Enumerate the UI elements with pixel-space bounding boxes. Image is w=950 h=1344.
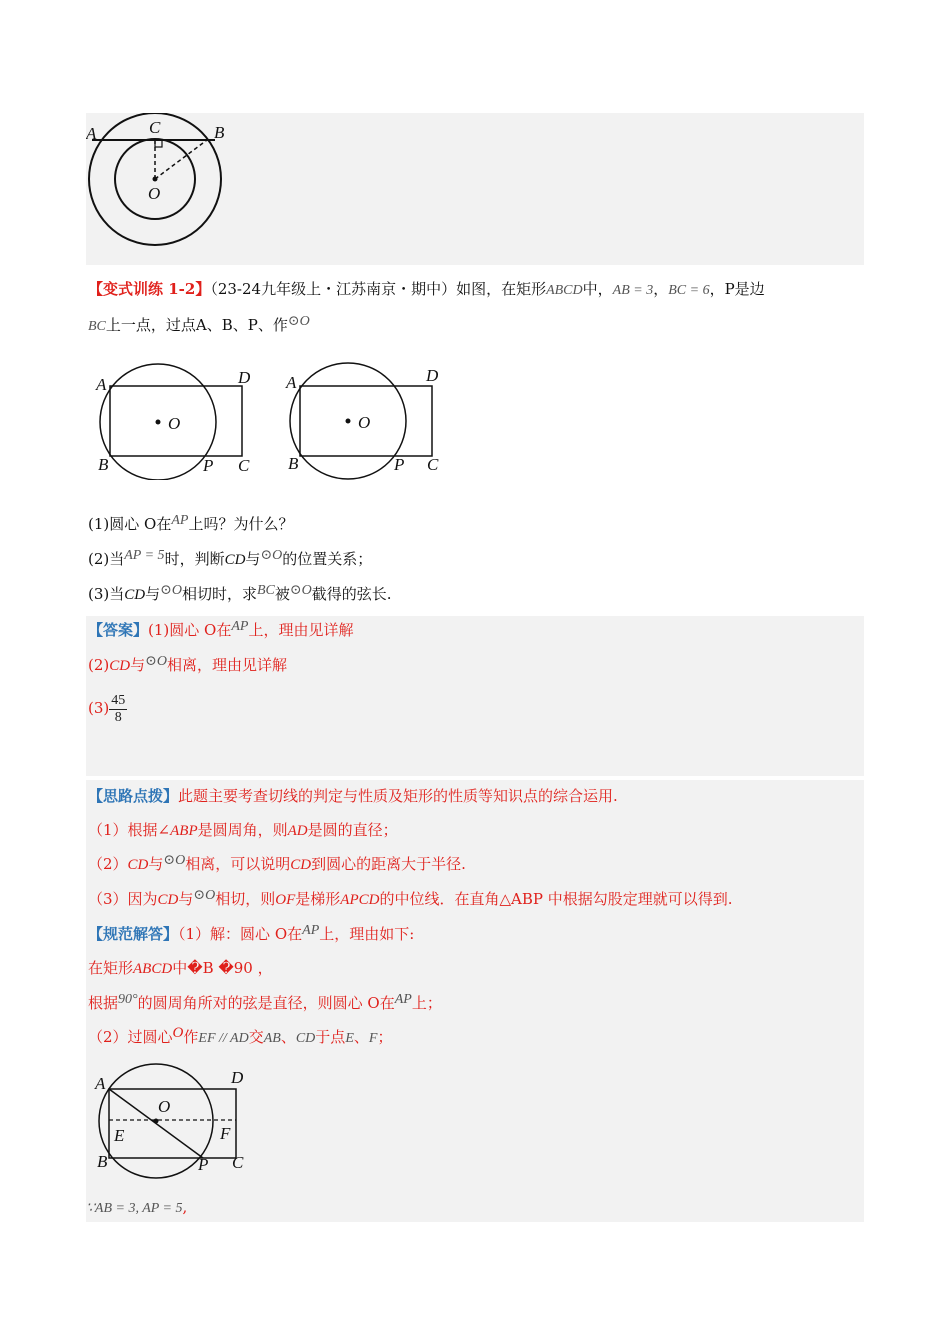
q1-math: AP (171, 513, 189, 528)
hint-intro: 此题主要考查切线的判定与性质及矩形的性质等知识点的综合运用. (178, 787, 618, 805)
solution-4-post: ； (377, 1028, 393, 1046)
hint-2-mid: 与 (148, 855, 164, 873)
solution-4-math-5: E (345, 1031, 354, 1046)
solution-4-math-4: CD (295, 1031, 316, 1046)
hint-1-post: 是圆的直径； (307, 821, 398, 839)
solution-tag: 【规范解答】 (88, 925, 179, 943)
fig2-left-label-d: D (238, 368, 251, 387)
q2-math-2: CD (224, 552, 246, 568)
problem-line2-text: 上一点，过点A、B、P、作 (105, 316, 288, 334)
hint-1-mid: 是圆周角，则 (197, 821, 288, 839)
answer-line-3 (88, 688, 127, 728)
solution-1-post: 上，理由如下: (319, 925, 415, 943)
hint-2-math-1: CD (127, 857, 149, 873)
problem-p-text: ，P是边 (709, 280, 765, 298)
fig2-right-label-b: B (288, 454, 299, 473)
solution-4-math-1: O (172, 1025, 184, 1041)
solution-2-pre: 在矩形 (88, 959, 134, 977)
q3-math-2: ⊙O (160, 583, 182, 598)
fig2-left-label-b: B (98, 455, 109, 474)
q2-pre: (2)当 (88, 550, 125, 568)
rectangle-circle-figures (88, 360, 458, 480)
hint-tag: 【思路点拨】 (88, 787, 179, 805)
problem-line-1 (88, 278, 765, 302)
q3-math-3: BC (256, 583, 275, 598)
hint-3-mid3: 是梯形 (295, 890, 341, 908)
q3-post: 截得的弦长. (311, 585, 392, 603)
q3-math-4: ⊙O (289, 583, 312, 598)
q3-math-1: CD (124, 587, 146, 603)
answer-2-pre: (2) (88, 656, 110, 674)
fig1-label-a: A (86, 124, 97, 143)
answer-3-denominator: 8 (114, 709, 122, 725)
hint-2-post: 到圆心的距离大于半径. (311, 855, 466, 873)
answer-3-numerator: 45 (111, 692, 126, 708)
hint-1-pre: （1）根据 (88, 821, 158, 839)
hint-3-math-4: APCD (340, 892, 380, 908)
fig3-label-p: P (198, 1155, 209, 1174)
fig1-label-b: B (214, 123, 225, 142)
solution-5-post: , (182, 1198, 188, 1216)
fig2-left-label-c: C (238, 456, 250, 475)
solution-2-math: ABCD (133, 961, 173, 977)
fig3-label-o: O (158, 1097, 171, 1116)
solution-4-math-6: F (368, 1031, 378, 1046)
q2-math-1: AP = 5 (124, 548, 165, 563)
solution-1-math: AP (302, 923, 320, 938)
hint-line-3 (88, 888, 732, 912)
solution-4-math-2: EF // AD (198, 1031, 249, 1046)
answer-2-post: 相离，理由见详解 (166, 656, 287, 674)
problem-line2-bc: BC (88, 319, 106, 334)
hint-line-intro (88, 785, 618, 807)
answer-1-math: AP (231, 619, 249, 634)
fig3-label-e: E (114, 1126, 125, 1145)
hint-3-math-2: ⊙O (193, 888, 216, 903)
fig2-left-label-o: O (168, 414, 181, 433)
q3-pre: (3)当 (88, 585, 125, 603)
solution-2-post: 中�B �90 ， (172, 959, 273, 977)
fig3-label-c: C (232, 1153, 244, 1172)
problem-bc: BC = 6 (668, 283, 710, 298)
hint-3-math-3: OF (275, 892, 296, 908)
solution-5-math: ∵AB = 3, AP = 5 (86, 1201, 183, 1216)
problem-ab: AB = 3 (612, 283, 654, 298)
hint-1-math-2: AD (287, 823, 308, 839)
answer-3-fraction (109, 693, 127, 726)
solution-line-1 (88, 923, 414, 947)
fig2-right-label-c: C (427, 455, 439, 474)
solution-4-mid5: 、 (353, 1028, 369, 1046)
q2-math-3: ⊙O (260, 548, 283, 563)
fig2-right-label-o: O (358, 413, 371, 432)
problem-tag: 【变式训练 1-2】 (88, 280, 211, 298)
fig2-right-label-d: D (426, 366, 439, 385)
solution-4-mid2: 交 (248, 1028, 264, 1046)
solution-line-4 (88, 1026, 392, 1050)
q3-mid3: 被 (274, 585, 290, 603)
hint-3-pre: （3）因为 (88, 890, 158, 908)
solution-4-mid4: 于点 (315, 1028, 346, 1046)
solution-1-pre: （1）解：圆心 O在 (178, 925, 303, 943)
answer-line-2 (88, 654, 287, 678)
answer-tag: 【答案】 (88, 621, 149, 639)
hint-2-pre: （2） (88, 855, 128, 873)
problem-sep: ， (653, 280, 669, 298)
solution-3-post: 上； (411, 994, 442, 1012)
q3-mid2: 相切时，求 (181, 585, 257, 603)
fig3-label-f: F (220, 1124, 231, 1143)
answer-1-pre: (1)圆心 O在 (148, 621, 232, 639)
question-2 (88, 548, 372, 572)
answer-2-mid: 与 (130, 656, 146, 674)
fig1-label-o: O (148, 184, 161, 203)
q2-mid2: 与 (245, 550, 261, 568)
answer-1-post: 上，理由见详解 (248, 621, 354, 639)
q3-mid: 与 (145, 585, 161, 603)
hint-line-1 (88, 819, 398, 842)
hint-3-mid: 与 (178, 890, 194, 908)
fig3-label-d: D (231, 1068, 244, 1087)
q2-post: 的位置关系； (282, 550, 373, 568)
answer-3-pre: (3) (88, 699, 110, 717)
solution-line-3 (88, 992, 442, 1016)
question-3 (88, 583, 392, 607)
solution-3-math-2: AP (394, 992, 412, 1007)
problem-mid: 中， (582, 280, 613, 298)
hint-3-mid2: 相切，则 (215, 890, 276, 908)
solution-3-math: 90° (118, 992, 138, 1007)
problem-line-2 (88, 314, 310, 338)
fig3-label-b: B (97, 1152, 108, 1171)
solution-4-mid3: 、 (280, 1028, 296, 1046)
q2-mid: 时，判断 (164, 550, 225, 568)
solution-line-2 (88, 957, 273, 980)
problem-line2-circle: ⊙O (287, 314, 310, 329)
fig1-label-c: C (149, 118, 161, 137)
hint-2-mid2: 相离，可以说明 (185, 855, 291, 873)
fig2-right-label-p: P (394, 455, 405, 474)
hint-2-math-3: CD (290, 857, 312, 873)
solution-4-math-3: AB (263, 1031, 281, 1046)
fig2-left-label-p: P (203, 456, 214, 475)
solution-figure (88, 1062, 263, 1182)
solution-4-mid: 作 (183, 1028, 199, 1046)
problem-source: （23-24九年级上・江苏南京・期中）如图，在矩形 (210, 280, 547, 298)
q1-pre: (1)圆心 O在 (88, 515, 172, 533)
solution-4-pre: （2）过圆心 (88, 1028, 173, 1046)
hint-3-math-1: CD (157, 892, 179, 908)
q1-post: 上吗？为什么？ (188, 515, 294, 533)
hint-line-2 (88, 853, 466, 877)
concentric-circles-figure (86, 113, 236, 265)
answer-2-math-2: ⊙O (145, 654, 167, 669)
question-1 (88, 513, 293, 537)
fig2-right-label-a: A (286, 373, 297, 392)
answer-2-math-1: CD (109, 658, 131, 674)
problem-rect: ABCD (546, 283, 583, 298)
solution-line-5 (86, 1196, 187, 1220)
hint-3-post: 的中位线．在直角△ABP 中根据勾股定理就可以得到. (379, 890, 733, 908)
fig3-label-a: A (95, 1074, 106, 1093)
hint-2-math-2: ⊙O (163, 853, 186, 868)
fig2-left-label-a: A (96, 375, 107, 394)
answer-line-1 (88, 619, 353, 643)
hint-1-math-1: ∠ABP (157, 823, 198, 839)
solution-3-mid: 的圆周角所对的弦是直径，则圆心 O在 (137, 994, 395, 1012)
solution-3-pre: 根据 (88, 994, 119, 1012)
